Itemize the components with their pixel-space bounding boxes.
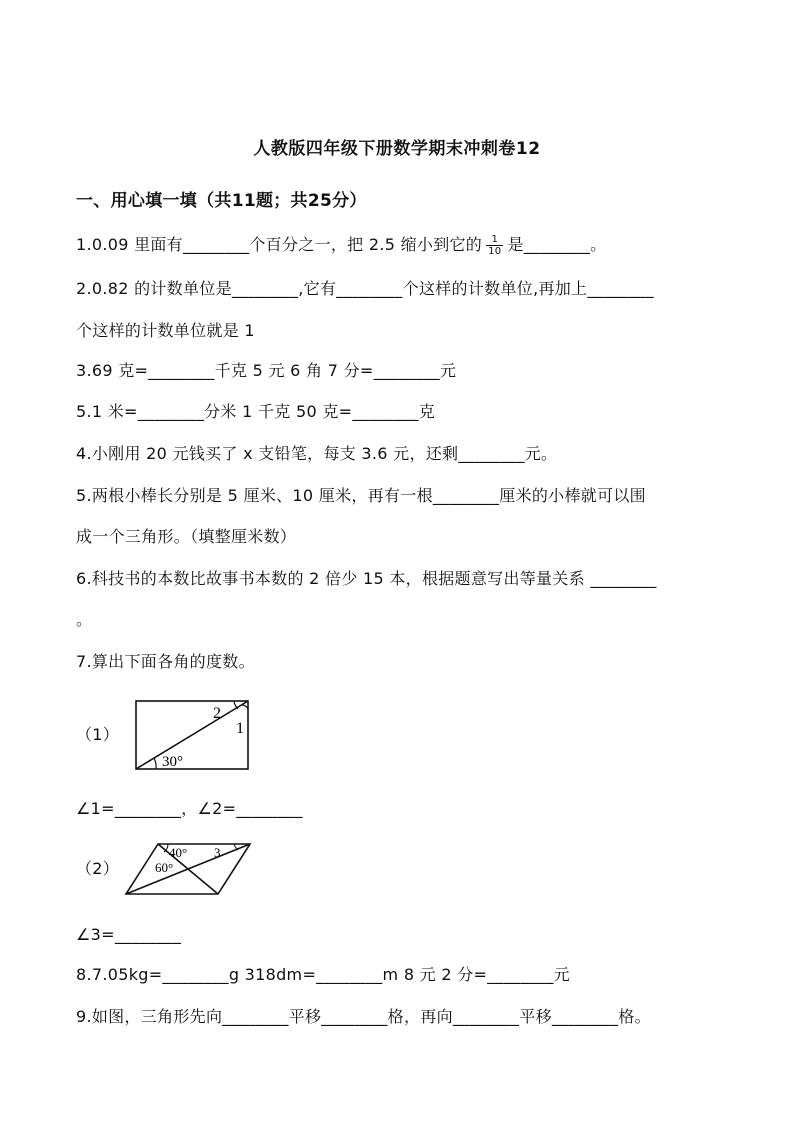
question-1-text-b: 是________。 <box>507 235 607 254</box>
question-5-line-1: 5.两根小棒长分别是 5 厘米、10 厘米，再有一根________厘米的小棒就可以围 <box>76 486 646 505</box>
figure-2-answer: ∠3=________ <box>76 925 182 944</box>
figure-1-answer: ∠1=________，∠2=________ <box>76 799 303 818</box>
parallelogram-diagram <box>118 836 258 900</box>
fraction-one-tenth <box>486 234 503 257</box>
angle-30-arc <box>154 758 156 769</box>
angle-2-label: 2 <box>213 705 221 722</box>
question-2-line-2: 个这样的计数单位就是 1 <box>76 321 255 340</box>
parallelogram-diagonal-2 <box>126 844 250 894</box>
angle-40-label: 40° <box>169 845 188 860</box>
figure-2-label: （2） <box>76 859 120 878</box>
question-1-text-a: 1.0.09 里面有________个百分之一，把 2.5 缩小到它的 <box>76 235 483 254</box>
question-3-line-2: 5.1 米=________分米 1 千克 50 克=________克 <box>76 402 436 421</box>
angle-60-label: 60° <box>155 860 174 875</box>
rectangle-diagram <box>130 695 255 777</box>
question-1 <box>76 234 606 257</box>
question-3-line-1: 3.69 克=________千克 5 元 6 角 7 分=________元 <box>76 361 457 380</box>
question-2-line-1: 2.0.82 的计数单位是________,它有________个这样的计数单位,再加上________ <box>76 279 654 298</box>
rectangle-diagonal <box>136 701 248 769</box>
angle-1-label: 1 <box>236 720 244 737</box>
angle-1-arc <box>242 705 248 709</box>
question-6-line-1: 6.科技书的本数比故事书本数的 2 倍少 15 本，根据题意写出等量关系 ________ <box>76 569 657 588</box>
question-9: 9.如图，三角形先向________平移________格，再向________平移________格。 <box>76 1007 651 1026</box>
question-7: 7.算出下面各角的度数。 <box>76 652 255 671</box>
section-heading: 一、用心填一填（共11题；共25分） <box>76 191 367 211</box>
page-title: 人教版四年级下册数学期末冲刺卷12 <box>253 139 541 159</box>
fraction-denominator: 10 <box>488 246 502 257</box>
question-4: 4.小刚用 20 元钱买了 x 支铅笔，每支 3.6 元，还剩________元。 <box>76 444 558 463</box>
fraction-numerator: 1 <box>486 234 503 246</box>
question-8: 8.7.05kg=________g 318dm=________m 8 元 2 分=________元 <box>76 965 570 984</box>
question-5-line-2: 成一个三角形。（填整厘米数） <box>76 527 297 546</box>
angle-30-label: 30° <box>162 754 183 770</box>
angle-3-label: 3 <box>214 845 221 860</box>
question-6-line-2: 。 <box>76 610 93 629</box>
figure-1-label: （1） <box>76 725 120 744</box>
